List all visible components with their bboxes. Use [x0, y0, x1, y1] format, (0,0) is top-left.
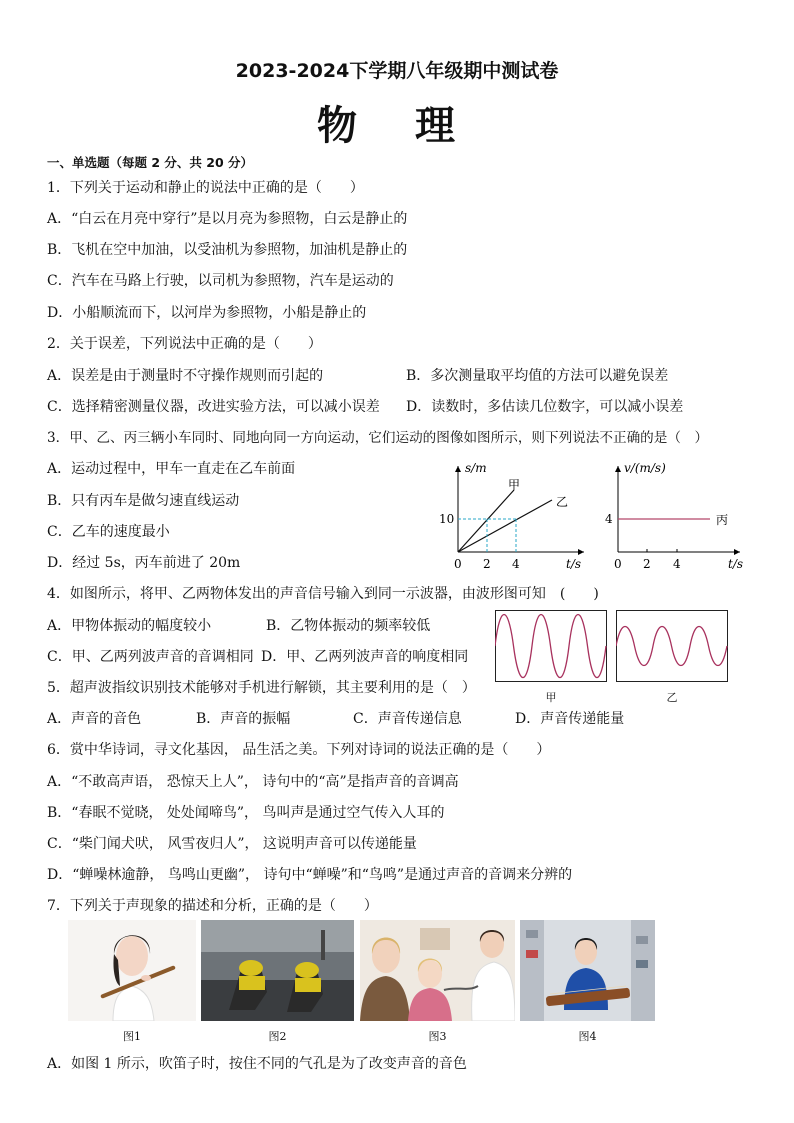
q5-option-c: C．声音传递信息 [353, 711, 462, 727]
vt-line-bing: 丙 [716, 513, 729, 527]
photo-flute-player [68, 920, 196, 1021]
q3-stem: 3．甲、乙、丙三辆小车同时、同地向同一方向运动，它们运动的图像如图所示，则下列说法不正确的是（ ） [47, 430, 709, 446]
fig3-caption: 图3 [428, 1030, 447, 1043]
waveform-jia [495, 610, 607, 682]
q4-option-d: D．甲、乙两列波声音的响度相同 [261, 649, 469, 665]
q5-option-d: D．声音传递能量 [515, 711, 625, 727]
q5-option-b: B．声音的振幅 [196, 711, 291, 727]
st-line-yi: 乙 [556, 495, 569, 509]
photo-deck-crew [201, 920, 354, 1021]
st-line-jia: 甲 [508, 478, 521, 492]
q1-option-d: D．小船顺流而下，以河岸为参照物，小船是静止的 [47, 305, 367, 321]
st-origin: 0 [454, 557, 462, 571]
fig1-caption: 图1 [123, 1030, 141, 1043]
q2-option-a: A．误差是由于测量时不守操作规则而引起的 [47, 368, 324, 384]
waveform-jia-label: 甲 [545, 691, 557, 704]
vt-y-tick: 4 [605, 512, 613, 526]
q7-stem: 7．下列关于声现象的描述和分析，正确的是（ ） [47, 898, 378, 914]
st-graph [432, 456, 592, 576]
waveform-yi [616, 610, 728, 682]
q3-option-d: D．经过 5s，丙车前进了 20m [47, 555, 241, 571]
st-x-tick-4: 4 [512, 557, 520, 571]
q7-option-a: A．如图 1 所示，吹笛子时，按住不同的气孔是为了改变声音的音色 [47, 1056, 467, 1072]
vt-graph [598, 456, 748, 576]
vt-origin: 0 [614, 557, 622, 571]
q4-option-a: A．甲物体振动的幅度较小 [47, 618, 212, 634]
q3-option-b: B．只有丙车是做匀速直线运动 [47, 493, 240, 509]
q6-option-d: D．“蝉噪林逾静， 鸟鸣山更幽”， 诗句中“蝉噪”和“鸟鸣”是通过声音的音调来分辨的 [47, 867, 573, 883]
photo-doctor-child [360, 920, 515, 1021]
fig2-caption: 图2 [268, 1030, 287, 1043]
st-x-label: t/s [566, 557, 582, 571]
st-y-tick: 10 [439, 512, 455, 526]
st-y-label: s/m [465, 461, 487, 475]
q2-option-c: C．选择精密测量仪器，改进实验方法，可以减小误差 [47, 399, 380, 415]
q4-stem: 4．如图所示，将甲、乙两物体发出的声音信号输入到同一示波器，由波形图可知 ( ) [47, 586, 599, 602]
photo-astronaut-guzheng [520, 920, 655, 1021]
exam-title: 2023-2024下学期八年级期中测试卷 [235, 60, 559, 82]
vt-x-label: t/s [728, 557, 744, 571]
section-heading: 一、单选题（每题 2 分、共 20 分） [47, 155, 254, 170]
q4-option-b: B．乙物体振动的频率较低 [266, 618, 431, 634]
q5-option-a: A．声音的音色 [47, 711, 142, 727]
q6-option-b: B．“春眠不觉晓， 处处闻啼鸟”， 鸟叫声是通过空气传入人耳的 [47, 805, 445, 821]
q5-stem: 5．超声波指纹识别技术能够对手机进行解锁，其主要利用的是（ ） [47, 680, 476, 696]
st-x-tick-2: 2 [483, 557, 491, 571]
q6-stem: 6．赏中华诗词，寻文化基因， 品生活之美。下列对诗词的说法正确的是（ ） [47, 742, 551, 758]
q6-option-a: A．“不敢高声语， 恐惊天上人”， 诗句中的“高”是指声音的音调高 [47, 774, 459, 790]
q2-option-b: B．多次测量取平均值的方法可以避免误差 [406, 368, 669, 384]
subject-title: 物 理 [317, 103, 477, 149]
vt-y-label: v/(m/s) [624, 461, 666, 475]
q2-option-d: D．读数时，多估读几位数字，可以减小误差 [406, 399, 684, 415]
q1-stem: 1．下列关于运动和静止的说法中正确的是（ ） [47, 180, 364, 196]
waveform-yi-label: 乙 [666, 691, 678, 704]
q3-option-a: A．运动过程中，甲车一直走在乙车前面 [47, 461, 296, 477]
q2-stem: 2．关于误差，下列说法中正确的是（ ） [47, 336, 322, 352]
fig4-caption: 图4 [578, 1030, 597, 1043]
vt-x-tick-4: 4 [673, 557, 681, 571]
q3-option-c: C．乙车的速度最小 [47, 524, 170, 540]
q6-option-c: C．“柴门闻犬吠， 风雪夜归人”， 这说明声音可以传递能量 [47, 836, 417, 852]
q1-option-b: B．飞机在空中加油，以受油机为参照物，加油机是静止的 [47, 242, 408, 258]
q1-option-c: C．汽车在马路上行驶，以司机为参照物，汽车是运动的 [47, 273, 394, 289]
q1-option-a: A．“白云在月亮中穿行”是以月亮为参照物，白云是静止的 [47, 211, 408, 227]
q4-option-c: C．甲、乙两列波声音的音调相同 [47, 649, 254, 665]
vt-x-tick-2: 2 [643, 557, 651, 571]
